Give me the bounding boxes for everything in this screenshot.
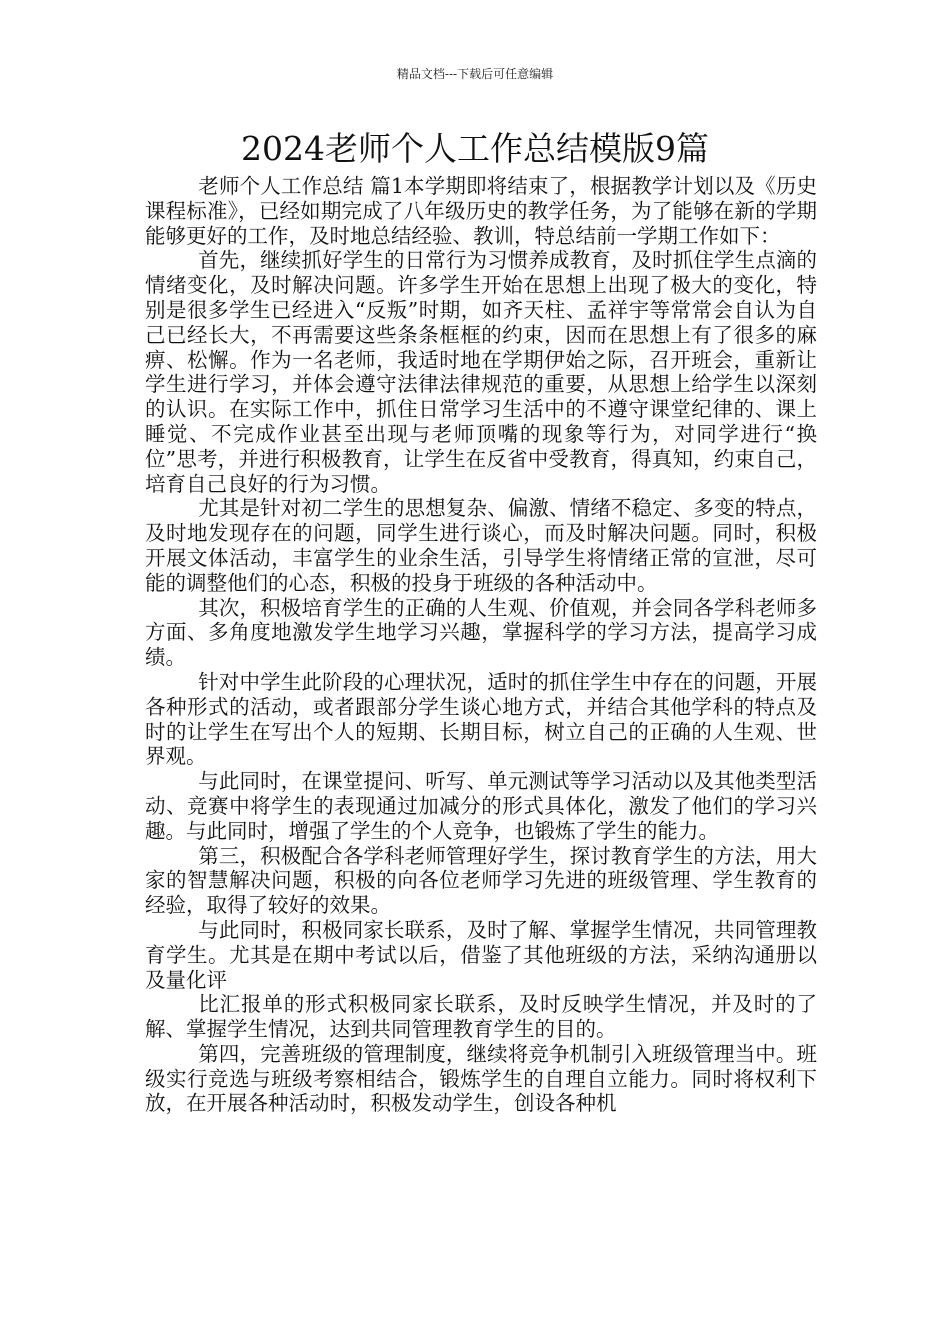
paragraph: 第四，完善班级的管理制度，继续将竞争机制引入班级管理当中。班级实行竞选与班级考察相结合，锻炼学生的自理自立能力。同时将权利下放，在开展各种活动时，积极发动学生，创设各种机 bbox=[145, 1041, 817, 1116]
paragraph: 与此同时，积极同家长联系，及时了解、掌握学生情况，共同管理教育学生。尤其是在期中考试以后，借鉴了其他班级的方法，采纳沟通册以及量化评 bbox=[145, 917, 817, 992]
paragraph: 尤其是针对初二学生的思想复杂、偏激、情绪不稳定、多变的特点，及时地发现存在的问题，同学生进行谈心，而及时解决问题。同时，积极开展文体活动，丰富学生的业余生活，引导学生将情绪正常的宣泄，尽可能的调整他们的心态，积极的投身于班级的各种活动中。 bbox=[145, 496, 817, 595]
paragraph: 针对中学生此阶段的心理状况，适时的抓住学生中存在的问题，开展各种形式的活动，或者跟部分学生谈心地方式，并结合其他学科的特点及时的让学生在写出个人的短期、长期目标，树立自己的正确的人生观、世界观。 bbox=[145, 669, 817, 769]
paragraph: 比汇报单的形式积极同家长联系，及时反映学生情况，并及时的了解、掌握学生情况，达到共同管理教育学生的目的。 bbox=[145, 992, 817, 1042]
paragraph: 首先，继续抓好学生的日常行为习惯养成教育，及时抓住学生点滴的情绪变化，及时解决问题。许多学生开始在思想上出现了极大的变化，特别是很多学生已经进入“反叛”时期，如齐天柱、孟祥宇等常常会自认为自己已经长大，不再需要这些条条框框的约束，因而在思想上有了很多的麻痹、松懈。作为一名老师，我适时地在学期伊始之际，召开班会，重新让学生进行学习，并体会遵守法律法律规范的重要，从思想上给学生以深刻的认识。在实际工作中，抓住日常学习生活中的不遵守课堂纪律的、课上睡觉、不完成作业甚至出现与老师顶嘴的现象等行为，对同学进行“换位”思考，并进行积极教育，让学生在反省中受教育，得真知，约束自己，培育自己良好的行为习惯。 bbox=[145, 248, 817, 496]
page-header-note: 精品文档---下载后可任意编辑 bbox=[396, 67, 554, 81]
paragraph: 老师个人工作总结 篇1本学期即将结束了，根据教学计划以及《历史课程标准》，已经如期完成了八年级历史的教学任务，为了能够在新的学期能够更好的工作，及时地总结经验、教训，特总结前一学期工作如下： bbox=[145, 174, 817, 248]
paragraph: 与此同时，在课堂提问、听写、单元测试等学习活动以及其他类型活动、竞赛中将学生的表现通过加减分的形式具体化，激发了他们的学习兴趣。与此同时，增强了学生的个人竞争，也锻炼了学生的能力。 bbox=[145, 769, 817, 843]
paragraph: 其次，积极培育学生的正确的人生观、价值观，并会同各学科老师多方面、多角度地激发学生地学习兴趣，掌握科学的学习方法，提高学习成绩。 bbox=[145, 595, 817, 670]
paragraph: 第三，积极配合各学科老师管理好学生，探讨教育学生的方法，用大家的智慧解决问题，积极的向各位老师学习先进的班级管理、学生教育的经验，取得了较好的效果。 bbox=[145, 843, 817, 918]
document-body bbox=[145, 174, 817, 1116]
document-title: 2024老师个人工作总结模版9篇 bbox=[241, 129, 709, 168]
